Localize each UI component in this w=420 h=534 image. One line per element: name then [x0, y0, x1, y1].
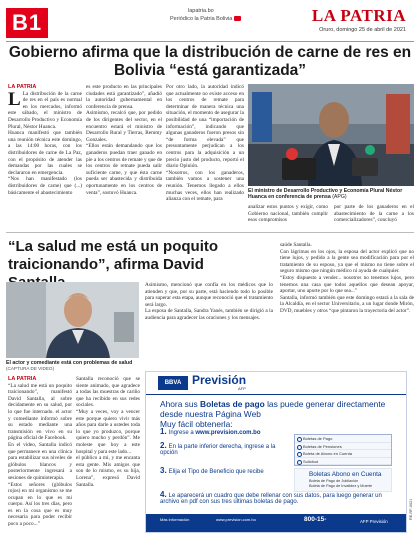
ad-footer-info: Más información	[160, 517, 190, 522]
ad-step-1: 1. Ingrese a www.prevision.com.bo	[160, 427, 261, 436]
story1-caption	[248, 188, 414, 201]
story2-col2-p3: el público a mi, y me encanta esta gente. Mis amigos que son de lo mismo, es su hija, Lorena”, expresó David Santalla.	[76, 455, 140, 488]
ad-option[interactable]: Boletas de Pago	[295, 435, 391, 443]
story2-col4-p3: “Estoy dispuesto a vender... nosotros no tenemos lujos, pero tenemos una casa que todos aquellos que desean apoyar, aportar, uno aporte por lo que sea...”	[280, 274, 414, 295]
story2-col1-p1: “La salud me está un poquito traicionando”, manifestó David Santalla, al sobre decidamente en su salud, por lo que fue internado. el actor y comediante informó sobre su estado mediante una transmisión en vivo en su página oficial de Facebook.	[8, 382, 72, 442]
story1-tail1: analizar estos puntos y exigir, como Gobierno nacional, también cumplir esos compromisos	[248, 204, 328, 224]
dropcap: L	[8, 88, 21, 110]
story2-photo	[6, 282, 139, 358]
story2-col4-p2: Con lágrimas en los ojos, la esposa del actor explicó que no tiene lujos, y pedido a la gente sea modificación para por el tratamiento de su esposo, ya que el mismo no tiene sobre el seguro mismo que ningún médico ni ayuda de cualquier.	[280, 248, 414, 275]
ad-step-2: 2. En la parte inferior derecha, ingrese a la opción	[160, 441, 276, 456]
social-line[interactable]	[170, 16, 241, 22]
story2-col4-p1: saúde Santalla.	[280, 242, 312, 248]
ad-boletas-line: Boleta de Pago de Jubilación	[309, 479, 359, 483]
story1-tail2: por parte de los ganaderos en el abastecimiento de la carne a los comercializadores”, concluyó	[334, 204, 414, 224]
story1-col1-p3: “Nos han manifestado (los distribuidores de carne) que (...) básicamente el abastecimiento	[8, 176, 82, 196]
story1-caption-credit: (APG)	[332, 194, 347, 201]
ad-step-3: 3. Elija el Tipo de Beneficio que recibe	[160, 466, 264, 475]
story2-col2-p1: Santalla reconoció que se siente animado, que agradece a todas las muestras de cariño que ha recibido en sus redes sociales.	[76, 376, 140, 409]
dateline: Oruro, domingo 25 de abril de 2021	[319, 27, 406, 33]
prevision-logo-text: Previsión	[192, 373, 247, 387]
ad-footer-phone: 800-15-	[304, 516, 327, 523]
afp-label: AFP	[238, 386, 246, 391]
story1-col2-p1: es este producto en las principales ciudades está garantizado”, añadió la autoridad gubernamental en conferencia de prensa.	[86, 84, 162, 110]
story2-col3	[145, 282, 273, 368]
story1-col3	[166, 84, 244, 230]
divider	[6, 232, 414, 233]
story2-caption-credit: (CAPTURA DE VIDEO)	[6, 366, 54, 372]
social-label: Periódico la Patria Bolivia	[170, 16, 233, 22]
bbva-prevision-ad[interactable]	[145, 371, 407, 533]
ad-option[interactable]: Boletas de Pensiones	[295, 443, 391, 451]
ad-boletas-line: Boleta de Pago de Invalidez y Muerte	[309, 484, 373, 488]
story2-col1-p2: En el video, Santalla indicó que permanece en una clínica para estabilizar sus niveles de glóbulos blancos y posteriormente ingresará a sesiones de quimioterapia.	[8, 441, 72, 481]
story1-col2-p2: Asimismo, recalcó que, por pedido de los dirigentes del sector, en el encuentro estará el ministro de Desarrollo Rural y Tierras, Remmy Gonzales.	[86, 110, 162, 143]
ad-options-panel	[294, 434, 392, 466]
site-url[interactable]: lapatria.bo	[188, 8, 214, 14]
story2-caption	[6, 360, 139, 372]
ad-option[interactable]: Boleta de Abono en Cuenta	[295, 450, 391, 458]
story2-caption-text: El actor y comediante está con problemas de salud	[6, 360, 133, 366]
story1-photo-art	[248, 84, 414, 186]
story2-col1	[8, 376, 72, 532]
youtube-icon	[234, 16, 241, 21]
ad-headline: Ahora sus Boletas de pago las puede generar directamente desde nuestra Página Web Muy fácil obtenerla:	[160, 399, 386, 429]
masthead: LA PATRIA	[311, 6, 406, 25]
page-header	[0, 0, 420, 40]
story1-col2	[86, 84, 162, 230]
ad-option[interactable]: Solicitud	[295, 458, 391, 466]
story2-kicker: LA PATRIA	[8, 376, 37, 382]
ad-url-link[interactable]: www.prevision.com.bo	[195, 430, 261, 436]
bbva-logo: BBVA	[158, 376, 188, 390]
ad-footer	[146, 514, 406, 532]
ad-boletas-box	[294, 468, 392, 492]
story2-col4	[280, 242, 414, 368]
story1-col1-p1: L La distribución de la carne de res en el país es normal en los mercados, informó este sábado, el ministro de Desarrollo Productivo y Economía Plural, Néstor Huanca.	[8, 88, 82, 130]
ad-boletas-title: Boletas Abono en Cuenta	[309, 471, 382, 478]
story2-col3-p1: Asimismo, mencionó que confía en los médicos que lo atienden y que, por su parte, está haciendo todo lo posible para superar esta etapa, aunque reconoció que el tratamiento será largo.	[145, 282, 273, 308]
story1-col3-p1: Por otro lado, la autoridad indicó que actualmente no existe acceso en los centros de remate para determinar de manera técnica una situación, el momento de asegurar la posibilidad de una “importación de información”, indicando que algunas ganaderos fueron presos sin “de forma elevada” que presuntamente perjudican a los centros para la adquisición a un precio justo del producto, reportó el diario Opinión.	[166, 84, 244, 170]
story1-headline: Gobierno afirma que la distribución de carne de res en Bolivia “está garantizada”	[8, 44, 412, 79]
story1-caption-text: El ministro de Desarrollo Productivo y Economía Plural Néstor Huanca en conferencia de prensa	[248, 188, 403, 201]
story2-photo-art	[6, 282, 139, 358]
ad-step-4: 4. Le aparecerá un cuadro que debe rellenar con sus datos, para luego generar un archivo en pdf con sus tres últimas boletas de pago.	[160, 490, 382, 505]
story2-headline: “La salud me está un poquito traicionando”, afirma David	[8, 238, 219, 273]
story1-col2-p3: “Ellos están demandando que los ganaderos puedan traer ganado en pie a los centros de remate y que de los centros de remate pueda salir suficiente carne, y que ésta carne pueda ser abastecida y distribuida oportunamente en los centros de venta”, sostuvó Huanca.	[86, 143, 162, 196]
story1-photo	[248, 84, 414, 186]
story1-kicker: LA PATRIA	[8, 84, 37, 90]
story2-col3-p2: La esposa de Santalla, Sandra Yanés, también se dirigió a la audiencia para agradecer las oraciones y los mensajes.	[145, 308, 273, 321]
story2-col2	[76, 376, 140, 532]
ad-rule	[146, 394, 406, 395]
story2-col4-p4: Santalla, informó también que este domingo estará a la sala de la Alcaldía, en el sector Universitario, a un lugar donde Mirón, DVD, muebles y otros “que pintaron la trayectoria del actor”.	[280, 294, 414, 314]
ad-footer-url[interactable]: www.prevision.com.bo	[216, 517, 256, 522]
story2-col1-p3: “Estos señores (glóbulos rojos) en mi organismo se me ocupan en lo que es mi cuerpo. Así los tres días, pero es en la cosa que es muy necesaria para poder recibir poco a poco...”	[8, 481, 72, 528]
story1-col1-p2: Huanca manifestó que también una reunión técnica este domingo, a las 14:00 horas, con los distribuidores de carne de La Paz, con el propósito de atender las demandas por las cuales se declararon en emergencia.	[8, 130, 82, 176]
ad-brand-bar	[146, 372, 406, 394]
story1-col1	[8, 84, 82, 230]
ad-subheadline: Muy fácil obtenerla:	[160, 419, 233, 429]
ad-footer-brand: AFP Previsión	[360, 519, 388, 524]
section-badge: B1	[6, 8, 48, 38]
story2-col2-p2: “Muy a veces, voy a vencer este porque quiero vivir más años para darle a ustedes toda lo que yo produzco, porque quiero mucho y perdón”. Me moleste que hoy a este hospital y para este lado...	[76, 408, 140, 455]
divider	[6, 41, 414, 42]
story1-col3-p2: “Nosotros, con los ganaderos, también vamos a sostener una reunión. Tenemos llegado a ellos muchas veces, ellos han realizado alianza con el remate, para	[166, 169, 244, 203]
ad-side-note: RE-RF-0021	[409, 498, 413, 520]
